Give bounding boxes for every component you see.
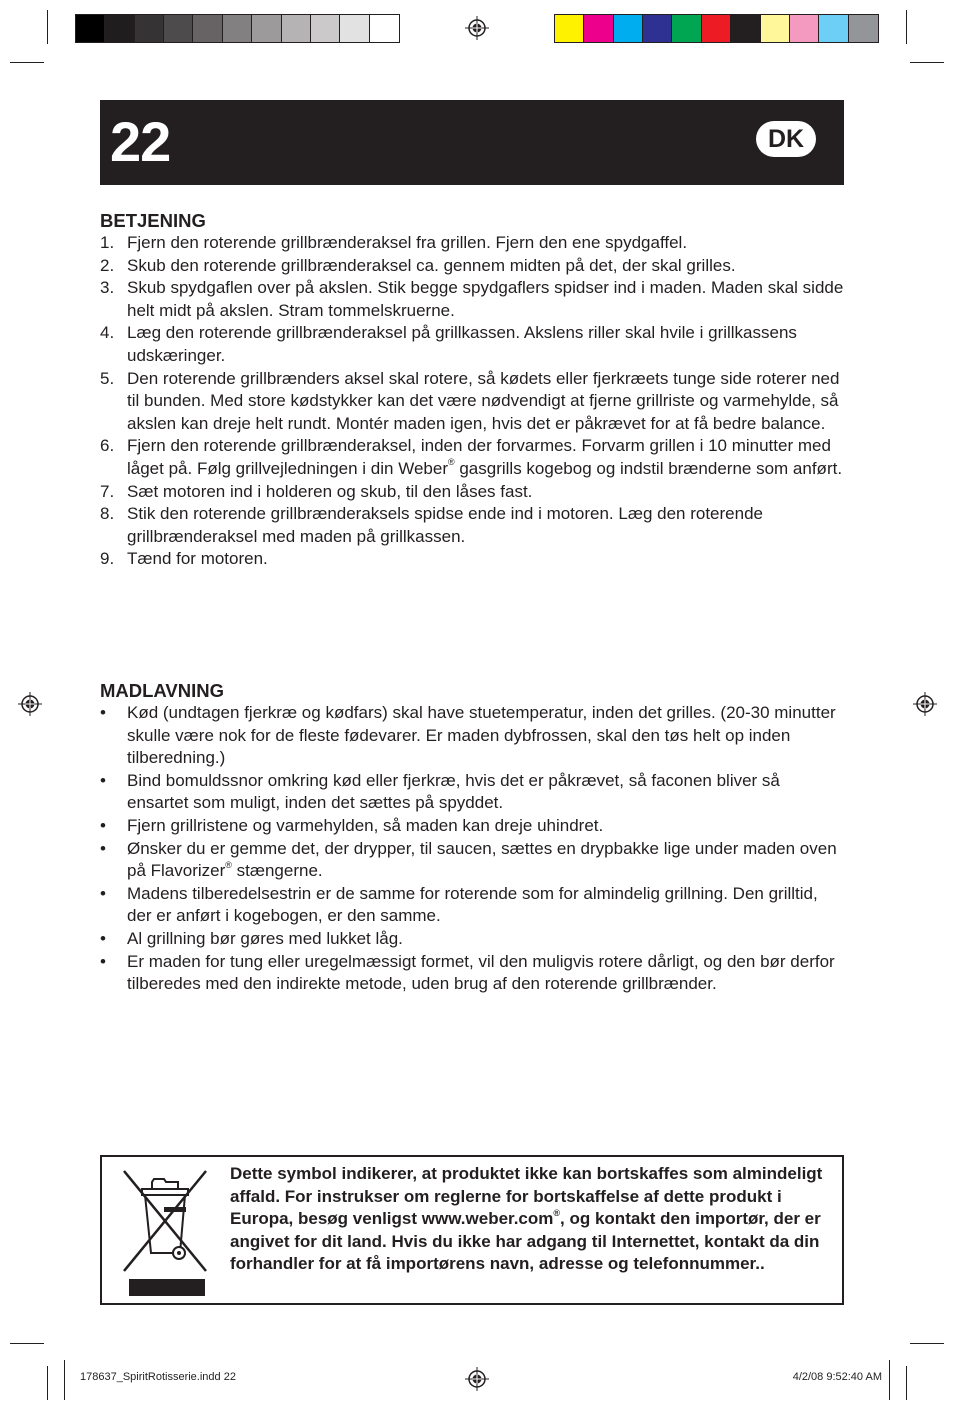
color-swatch [76, 15, 105, 42]
color-swatch [731, 15, 760, 42]
crop-mark [906, 1366, 907, 1400]
step-item [100, 435, 844, 480]
page-header [100, 100, 844, 185]
step-number: 7. [100, 481, 115, 501]
item-text: Sæt motoren ind i holderen og skub, til den låses fast. [127, 481, 533, 501]
section-heading: MADLAVNING [100, 680, 225, 701]
item-text: Bind bomuldssnor omkring kød eller fjerkræ, hvis det er påkrævet, så faconen bliver så ensartet som muligt, inden det sættes på spyddet. [127, 770, 780, 813]
crop-mark [64, 1360, 65, 1400]
item-text: Er maden for tung eller uregelmæssigt formet, vil den muligvis rotere dårligt, og den bør derfor tilberedes med den indirekte metode, uden brug af den roterende grillbrænder. [127, 951, 835, 994]
crop-mark [10, 62, 44, 63]
step-item [100, 503, 844, 548]
color-swatch [702, 15, 731, 42]
tip-item [100, 928, 844, 951]
registration-target-icon [465, 16, 489, 40]
tip-item [100, 770, 844, 815]
file-slug: 178637_SpiritRotisserie.indd 22 [80, 1371, 236, 1383]
color-swatch [849, 15, 878, 42]
color-swatch [761, 15, 790, 42]
step-item [100, 368, 844, 436]
disposal-notice-text: Dette symbol indikerer, at produktet ikke kan bortskaffes som almindeligt affald. For instrukser om reglerne for bortskaffelse af dette produkt i Europa, besøg venligst www.weber.com®, og kontakt den importør, der er angivet for dit land. Hvis du ikke har adgang til Internettet, kontakt da din forhandler for at få importørens navn, adresse og telefonnummer.. [230, 1164, 823, 1274]
language-badge: DK [756, 121, 816, 157]
color-swatch [555, 15, 584, 42]
color-swatch [819, 15, 848, 42]
color-swatch [790, 15, 819, 42]
color-swatch [584, 15, 613, 42]
item-text: Stik den roterende grillbrænderaksels spidse ende ind i motoren. Læg den roterende grillbrænderaksel med maden på grillkassen. [127, 504, 763, 546]
crop-mark [47, 1366, 48, 1400]
item-text: Fjern grillristene og varmehylden, så maden kan dreje uhindret. [127, 815, 604, 835]
color-swatch [340, 15, 369, 42]
crossed-out-wheelie-bin-icon [120, 1167, 210, 1279]
crop-mark [910, 1343, 944, 1344]
tip-item [100, 883, 844, 928]
step-number: 4. [100, 323, 115, 343]
item-text: Ønsker du er gemme det, der drypper, til saucen, sættes en drypbakke lige under maden oven på Flavorizer® stængerne. [127, 838, 837, 881]
color-swatch [135, 15, 164, 42]
registration-target-icon [18, 692, 42, 716]
bullet-marker: • [100, 770, 106, 790]
bullet-marker: • [100, 883, 106, 903]
color-swatch [223, 15, 252, 42]
color-swatch [370, 15, 399, 42]
tip-item [100, 702, 844, 770]
registered-mark: ® [225, 859, 232, 870]
tip-item [100, 951, 844, 996]
step-number: 1. [100, 233, 115, 252]
operation-section [100, 210, 844, 571]
color-swatch [252, 15, 281, 42]
bullet-marker: • [100, 703, 106, 722]
color-swatch [193, 15, 222, 42]
step-item [100, 322, 844, 367]
bullet-marker: • [100, 838, 106, 858]
page-number: 22 [110, 110, 171, 173]
tip-item [100, 838, 844, 883]
step-number: 9. [100, 549, 115, 569]
item-text: Madens tilberedelsestrin er de samme for roterende som for almindelig grillning. Den grilltid, der er anført i kogebogen, er den samme. [127, 883, 818, 926]
crop-mark [47, 10, 48, 44]
color-swatch [311, 15, 340, 42]
step-number: 3. [100, 278, 115, 298]
step-item [100, 255, 844, 278]
step-item [100, 232, 844, 255]
bullet-marker: • [100, 815, 106, 835]
solid-bar-marker [129, 1279, 205, 1296]
color-swatch [105, 15, 134, 42]
grayscale-calibration-bar [75, 14, 400, 43]
item-text: Skub spydgaflen over på akslen. Stik begge spydgaflers spidser ind i maden. Maden skal sidde helt midt på akslen. Stram tommelskruerne. [127, 278, 844, 320]
step-item [100, 481, 844, 504]
step-number: 6. [100, 436, 115, 456]
bullet-marker: • [100, 951, 106, 971]
registered-mark: ® [447, 457, 455, 468]
step-number: 2. [100, 255, 115, 275]
color-swatch [672, 15, 701, 42]
step-item [100, 548, 844, 571]
crop-mark [910, 62, 944, 63]
item-text: Al grillning bør gøres med lukket låg. [127, 928, 403, 948]
section-heading: BETJENING [100, 210, 206, 231]
item-text: Tænd for motoren. [127, 549, 268, 569]
item-text: Læg den roterende grillbrænderaksel på grillkassen. Akslens riller skal hvile i grillkassens udskæringer. [127, 323, 797, 365]
disposal-notice [100, 1155, 844, 1305]
cooking-section [100, 680, 844, 996]
color-swatch [164, 15, 193, 42]
operation-steps-list [100, 232, 844, 571]
timestamp-slug: 4/2/08 9:52:40 AM [792, 1371, 882, 1383]
color-swatch [643, 15, 672, 42]
step-number: 5. [100, 368, 115, 388]
cooking-tips-list [100, 702, 844, 996]
item-text: Den roterende grillbrænders aksel skal rotere, så kødets eller fjerkræets tunge side roterer ned til bunden. Med store kødstykker kan det være nødvendigt at fjerne grillriste og varmehylde, så akslen kan dreje helt rundt. Montér maden igen, hvis det er påkrævet for at få bedre balance. [127, 368, 840, 433]
tip-item [100, 815, 844, 838]
registration-target-icon [913, 692, 937, 716]
crop-mark [889, 1360, 890, 1400]
crop-mark [10, 1343, 44, 1344]
item-text: Skub den roterende grillbrænderaksel ca. gennem midten på det, der skal grilles. [127, 255, 736, 275]
color-swatch [614, 15, 643, 42]
registration-target-icon [465, 1367, 489, 1391]
color-swatch [282, 15, 311, 42]
step-item [100, 277, 844, 322]
item-text: Kød (undtagen fjerkræ og kødfars) skal have stuetemperatur, inden det grilles. (20-30 minutter skulle være nok for de fleste fødevarer. Er maden dybfrossen, skal den tøs helt op inden tilberedning.) [127, 703, 836, 768]
color-calibration-bar [554, 14, 879, 43]
step-number: 8. [100, 504, 115, 524]
crop-mark [906, 10, 907, 44]
item-text: Fjern den roterende grillbrænderaksel, inden der forvarmes. Forvarm grillen i 10 minutter med låget på. Følg grillvejledningen i din Weber® gasgrills kogebog og indstil brænderne som anført. [127, 436, 843, 478]
item-text: Fjern den roterende grillbrænderaksel fra grillen. Fjern den ene spydgaffel. [127, 233, 688, 252]
bullet-marker: • [100, 928, 106, 948]
